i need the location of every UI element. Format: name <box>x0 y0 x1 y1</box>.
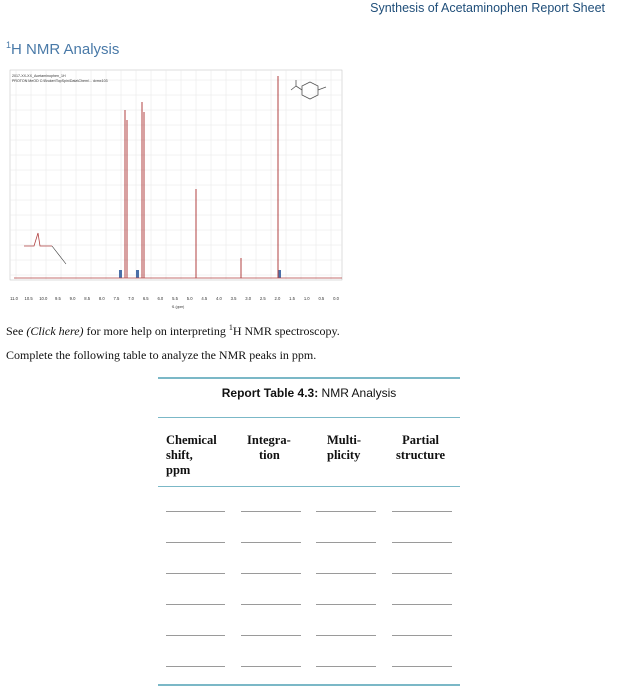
column-header-line: plicity <box>327 448 361 462</box>
column-header-integration <box>247 433 291 463</box>
help-text-pre: See <box>6 324 27 338</box>
ppm-tick-label: 3.0 <box>245 296 252 301</box>
answer-blank-line[interactable] <box>241 573 301 574</box>
help-link[interactable]: (Click here) <box>26 324 84 338</box>
answer-blank-line[interactable] <box>241 666 301 667</box>
column-header-line: shift, <box>166 448 193 462</box>
answer-blank-line[interactable] <box>241 511 301 512</box>
section-heading-text: H NMR Analysis <box>11 41 120 58</box>
answer-blank-line[interactable] <box>316 635 376 636</box>
answer-blank-line[interactable] <box>166 604 225 605</box>
answer-blank-line[interactable] <box>166 573 225 574</box>
table-bottom-rule <box>158 684 460 686</box>
answer-blank-line[interactable] <box>316 573 376 574</box>
ppm-tick-label: 9.5 <box>54 296 61 301</box>
answer-blank-line[interactable] <box>241 604 301 605</box>
ppm-tick-label: 4.0 <box>215 296 222 301</box>
help-text-mid: for more help on interpreting <box>83 324 229 338</box>
answer-blank-line[interactable] <box>392 542 452 543</box>
ppm-tick-label: 6.0 <box>157 296 164 301</box>
ppm-tick-label: 5.0 <box>186 296 193 301</box>
spectrum-grid <box>10 70 342 280</box>
report-sheet-title: Synthesis of Acetaminophen Report Sheet <box>370 1 605 15</box>
answer-blank-line[interactable] <box>392 635 452 636</box>
column-header-line: Integra- <box>247 433 291 447</box>
superscript-one: 1 <box>6 40 12 50</box>
column-header-line: ppm <box>166 463 191 477</box>
column-header-multiplicity <box>327 433 361 463</box>
table-caption-title: NMR Analysis <box>318 386 397 400</box>
section-heading <box>6 40 119 58</box>
spectrum-frame <box>10 70 342 280</box>
ppm-tick-label: 7.5 <box>113 296 120 301</box>
answer-blank-line[interactable] <box>392 511 452 512</box>
spectrum-meta-line-2: PROTON MeOD C:\Bruker\TopSpin\Data\Chem\... dvmx103 <box>12 79 108 83</box>
ppm-tick-label: 2.5 <box>259 296 266 301</box>
answer-blank-line[interactable] <box>241 635 301 636</box>
answer-blank-line[interactable] <box>316 666 376 667</box>
help-text-post: H NMR spectroscopy. <box>232 324 340 338</box>
table-body-rule <box>158 486 460 487</box>
ppm-tick-label: 8.5 <box>84 296 91 301</box>
answer-blank-line[interactable] <box>166 511 225 512</box>
ppm-tick-label: 4.5 <box>201 296 208 301</box>
column-header-chemical-shift <box>166 433 217 478</box>
help-superscript: 1 <box>228 323 233 332</box>
nmr-spectrum-image <box>8 68 348 314</box>
spectrum-peaks <box>14 76 342 278</box>
integral-markers <box>119 270 281 278</box>
column-header-line: Multi- <box>327 433 362 447</box>
column-header-line: Partial <box>402 433 439 447</box>
ppm-tick-label: 7.0 <box>128 296 135 301</box>
ppm-tick-label: 11.0 <box>10 296 18 301</box>
answer-blank-line[interactable] <box>316 542 376 543</box>
table-top-rule <box>158 377 460 379</box>
table-caption-number: Report Table 4.3: <box>221 386 319 400</box>
answer-blank-line[interactable] <box>316 511 376 512</box>
ppm-tick-label: 10.0 <box>39 296 48 301</box>
spectrum-meta-line-1: 2017-XX-XX_Acetaminophen_1H <box>12 74 66 78</box>
answer-blank-line[interactable] <box>392 604 452 605</box>
inset-spectrum <box>24 233 66 264</box>
answer-blank-line[interactable] <box>392 573 452 574</box>
acetaminophen-structure-icon <box>291 80 326 99</box>
answer-blank-line[interactable] <box>316 604 376 605</box>
ppm-axis-unit: f1 (ppm) <box>171 305 185 309</box>
ppm-tick-label: 0.5 <box>318 296 325 301</box>
help-paragraph <box>6 323 340 339</box>
answer-blank-line[interactable] <box>392 666 452 667</box>
ppm-tick-label: 10.5 <box>24 296 33 301</box>
ppm-tick-label: 0.0 <box>333 296 339 301</box>
ppm-tick-label: 8.0 <box>98 296 105 301</box>
ppm-axis-labels <box>10 296 340 301</box>
answer-blank-line[interactable] <box>166 635 225 636</box>
ppm-tick-label: 9.0 <box>69 296 76 301</box>
answer-blank-line[interactable] <box>166 666 225 667</box>
table-header-rule <box>158 417 460 418</box>
table-caption <box>158 386 460 400</box>
ppm-tick-label: 1.5 <box>289 296 296 301</box>
column-header-partial-structure <box>396 433 445 463</box>
column-header-line: tion <box>259 448 280 462</box>
answer-blank-line[interactable] <box>166 542 225 543</box>
ppm-tick-label: 5.5 <box>172 296 178 301</box>
ppm-tick-label: 2.0 <box>274 296 281 301</box>
instruction-paragraph: Complete the following table to analyze the NMR peaks in ppm. <box>6 348 317 362</box>
answer-blank-line[interactable] <box>241 542 301 543</box>
ppm-tick-label: 3.5 <box>230 296 237 301</box>
column-header-line: structure <box>396 448 446 462</box>
ppm-tick-label: 6.5 <box>142 296 149 301</box>
ppm-tick-label: 1.0 <box>303 296 310 301</box>
column-header-line: Chemical <box>166 433 217 447</box>
